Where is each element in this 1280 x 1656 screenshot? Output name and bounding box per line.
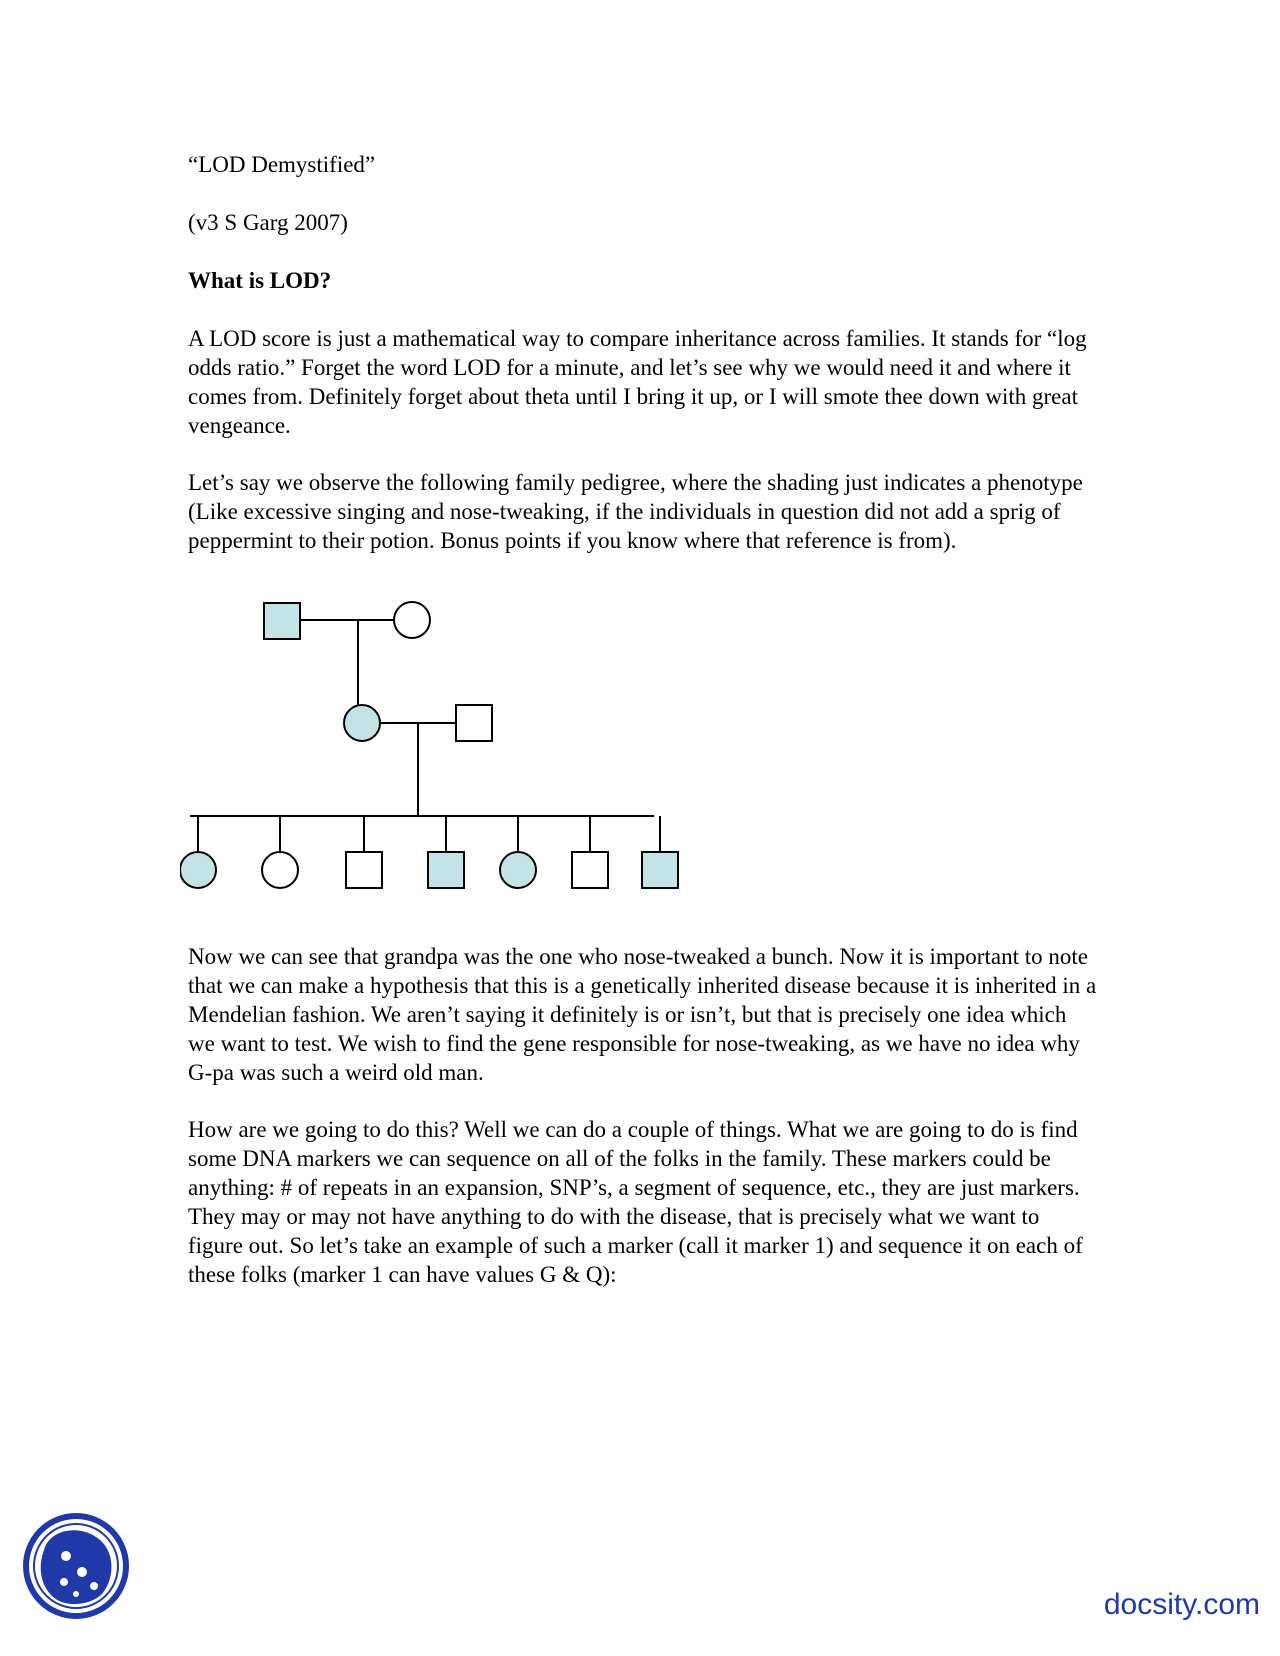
father-square bbox=[456, 705, 492, 741]
child-male-square bbox=[642, 852, 678, 888]
paragraph-hypothesis: Now we can see that grandpa was the one who nose-tweaked a bunch. Now it is important to note that we can make a hypothesis that this is a genetically inherited disease because it is inherited in a Mendelian fashion. We aren’t saying it definitely is or isn’t, but that is precisely one idea which we want to test. We wish to find the gene responsible for nose-tweaking, as we have no idea why G-pa was such a weird old man. bbox=[188, 944, 1097, 1085]
pedigree-diagram bbox=[180, 600, 740, 920]
child-female-circle bbox=[500, 852, 536, 888]
mother-circle bbox=[344, 705, 380, 741]
grandmother-circle bbox=[394, 602, 430, 638]
paragraph-intro: A LOD score is just a mathematical way to compare inheritance across families. It stands for “log odds ratio.” Forget the word LOD for a minute, and let’s see why we would need it and where it comes from. Definitely forget about theta until I bring it up, or I will smote thee down with great vengeance. bbox=[188, 326, 1087, 438]
child-female-circle bbox=[180, 852, 216, 888]
child-male-square bbox=[346, 852, 382, 888]
child-male-square bbox=[428, 852, 464, 888]
document-version: (v3 S Garg 2007) bbox=[188, 210, 348, 235]
docsity-brand[interactable]: docsity.com bbox=[1103, 1588, 1260, 1621]
child-female-circle bbox=[262, 852, 298, 888]
child-male-square bbox=[572, 852, 608, 888]
grandfather-square bbox=[264, 603, 300, 639]
paragraph-pedigree: Let’s say we observe the following family pedigree, where the shading just indicates a phenotype (Like excessive singing and nose-tweaking, if the individuals in question did not add a sprig of peppermint to their potion. Bonus points if you know where that reference is from). bbox=[188, 470, 1083, 553]
children-group bbox=[180, 816, 678, 888]
section-heading: What is LOD? bbox=[188, 268, 332, 293]
paragraph-markers: How are we going to do this? Well we can do a couple of things. What we are going to do is find some DNA markers we can sequence on all of the folks in the family. These markers could be anything: # of repeats in an expansion, SNP’s, a segment of sequence, etc., they are just markers. They may or may not have anything to do with the disease, that is precisely what we want to figure out. So let’s take an example of such a marker (call it marker 1) and sequence it on each of these folks (marker 1 can have values G & Q): bbox=[188, 1117, 1083, 1287]
docsity-logo-icon bbox=[20, 1510, 132, 1622]
document-title: “LOD Demystified” bbox=[188, 152, 376, 177]
